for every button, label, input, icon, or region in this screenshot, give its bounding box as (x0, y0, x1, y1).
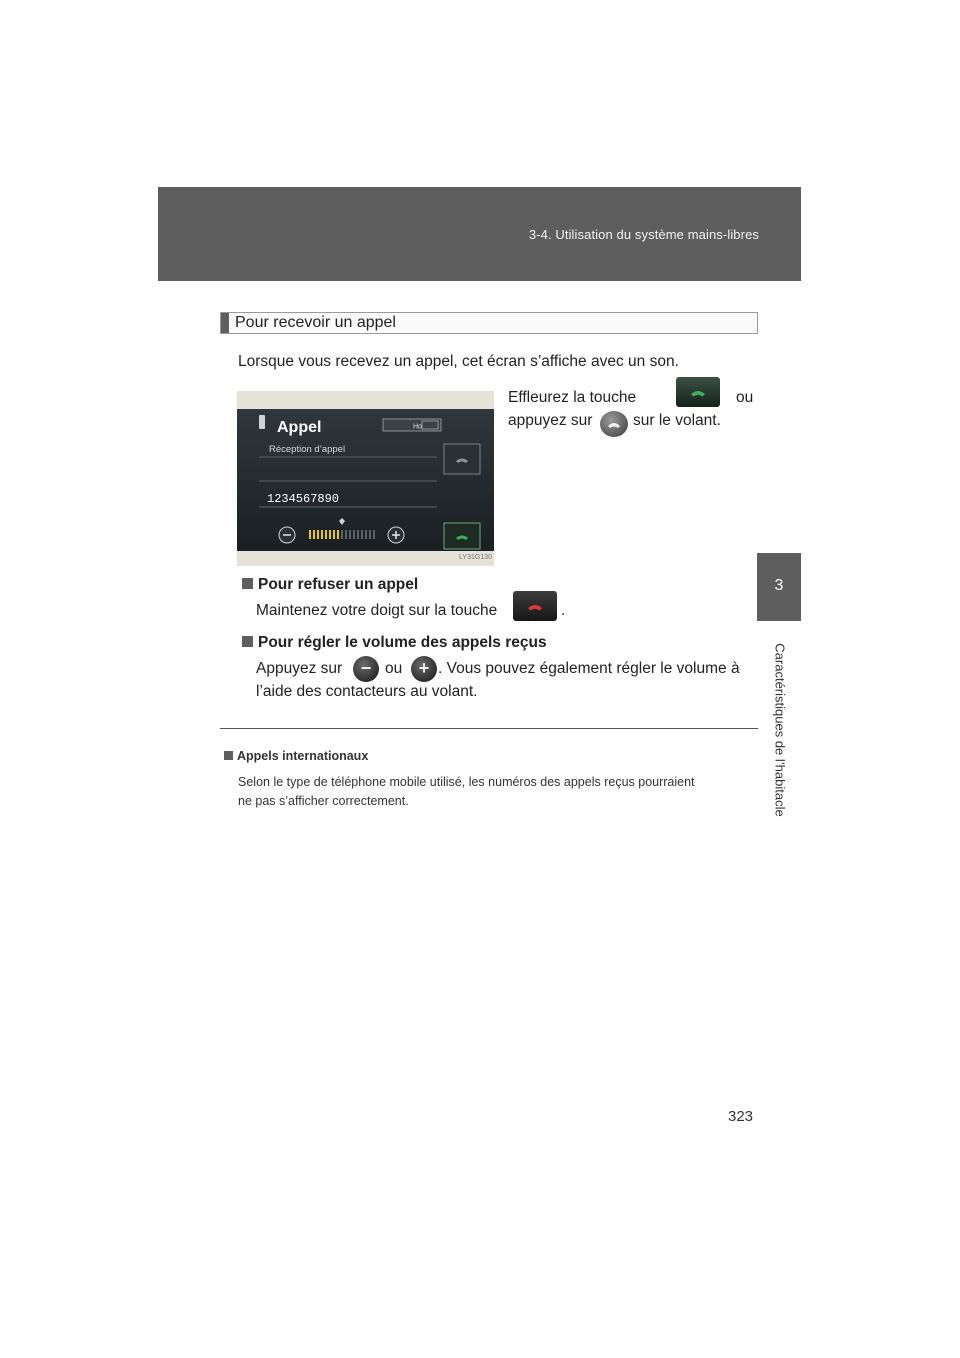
caller-number: 1234567890 (267, 492, 340, 506)
section-title: Pour recevoir un appel (235, 314, 396, 331)
volume-plus-button-icon: + (411, 656, 437, 682)
volume-heading-text: Pour régler le volume des appels reçus (258, 634, 547, 651)
refuse-text-b: . (561, 602, 566, 619)
square-bullet-icon (242, 636, 253, 647)
refuse-heading-text: Pour refuser un appel (258, 576, 419, 593)
note-heading (224, 749, 368, 763)
decline-call-key-icon (513, 591, 557, 621)
chapter-tab-label-wrap (742, 636, 818, 824)
note-heading-text: Appels internationaux (237, 749, 369, 763)
status-badge: Ho (413, 423, 422, 431)
phone-handset-icon (259, 415, 265, 429)
chapter-title: 3-4. Utilisation du système mains-libres (528, 227, 759, 242)
volume-minus-button-icon: − (353, 656, 379, 682)
chapter-header-band (158, 187, 801, 281)
instruction-text-1a: Effleurez la touche (508, 389, 637, 406)
call-screen-graphic (237, 409, 494, 551)
page-number: 323 (728, 1108, 754, 1125)
volume-text-1a: Appuyez sur (256, 660, 343, 677)
figure-code: LY31G130 (459, 554, 492, 561)
accept-call-key-icon (676, 377, 720, 407)
section-intro: Lorsque vous recevez un appel, cet écran s’affiche avec un son. (238, 353, 679, 370)
note-line-1: Selon le type de téléphone mobile utilisé, les numéros des appels reçus pourraient (238, 775, 695, 789)
refuse-text-a: Maintenez votre doigt sur la touche (256, 602, 498, 619)
volume-text-1c: . Vous pouvez également régler le volume à (438, 660, 740, 677)
square-bullet-icon (242, 578, 253, 589)
chapter-tab-number: 3 (757, 553, 801, 621)
refuse-heading (242, 576, 418, 594)
call-screen (237, 409, 494, 551)
square-bullet-icon (224, 751, 233, 760)
volume-pointer-icon (339, 518, 345, 525)
instruction-text-2b: sur le volant. (633, 412, 721, 429)
volume-text-1b: ou (385, 660, 403, 677)
volume-text-2: l’aide des contacteurs au volant. (256, 683, 478, 700)
volume-level-bars (309, 530, 375, 539)
screen-subtitle: Réception d’appel (269, 444, 346, 455)
volume-heading (242, 634, 547, 652)
steering-wheel-phone-switch-icon (600, 411, 628, 437)
instruction-text-1b: ou (736, 389, 754, 406)
call-screen-figure (237, 391, 494, 566)
instruction-text-2a: appuyez sur (508, 412, 593, 429)
section-divider (220, 728, 758, 729)
note-line-2: ne pas s’afficher correctement. (238, 794, 409, 808)
section-heading-bar (220, 312, 758, 334)
screen-title: Appel (277, 419, 322, 436)
chapter-tab-label: Caractéristiques de l’habitacle (772, 643, 788, 817)
